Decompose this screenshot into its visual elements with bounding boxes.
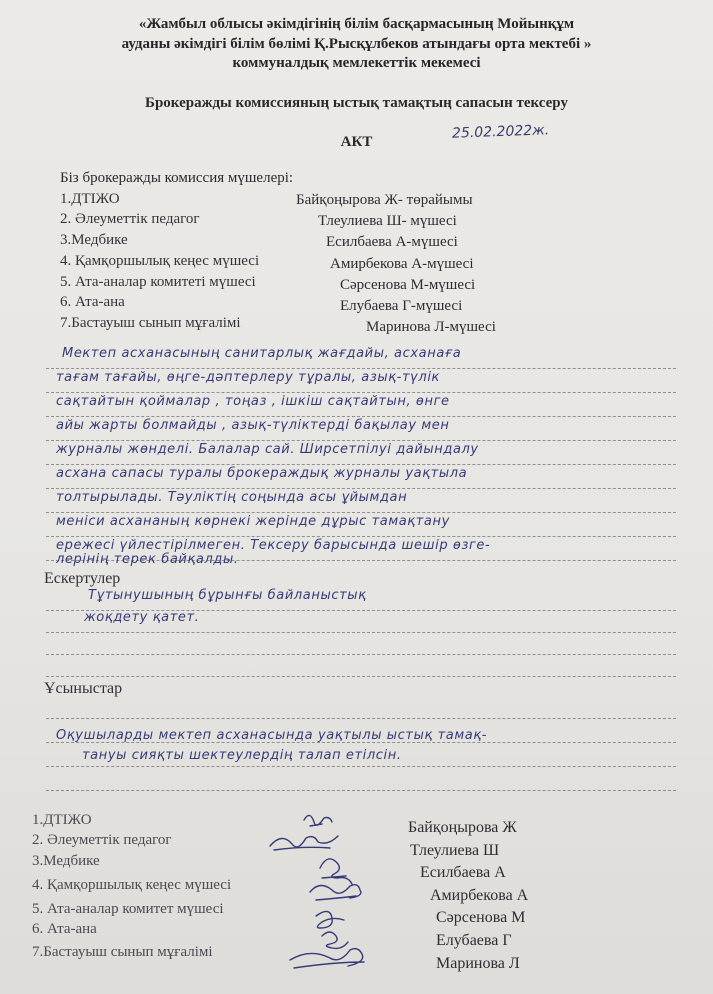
handwritten-line-4: айы жарты болмайды , азық-түліктерді бақылау мен bbox=[56, 418, 450, 433]
signature-mark-1 bbox=[304, 815, 332, 826]
signature-mark-3 bbox=[320, 859, 352, 884]
handwritten-line-3: сақтайтын қоймалар , тоңаз , ішкіш сақтайтын, өнге bbox=[56, 394, 450, 409]
member-name-1: Байқоңырова Ж- төрайымы bbox=[296, 192, 473, 208]
signature-scribbles bbox=[260, 806, 400, 982]
signature-name-2: Тлеулиева Ш bbox=[410, 842, 500, 859]
act-label: АКТ bbox=[340, 134, 373, 150]
signature-role-5: 5. Ата-аналар комитет мүшесі bbox=[32, 901, 224, 917]
signature-role-3: 3.Медбике bbox=[32, 853, 100, 869]
rule-line bbox=[46, 632, 676, 633]
member-role-2: 2. Әлеуметтік педагог bbox=[60, 211, 200, 227]
handwritten-line-10: лерінің терек байқалды. bbox=[56, 552, 239, 567]
signature-name-4: Амирбекова А bbox=[430, 887, 529, 904]
intro-text: Біз брокеражды комиссия мүшелері: bbox=[60, 170, 294, 186]
member-role-5: 5. Ата-аналар комитеті мүшесі bbox=[60, 274, 256, 290]
signature-name-6: Елубаева Г bbox=[436, 932, 512, 949]
remarks-label: Ескертулер bbox=[44, 570, 121, 587]
document-title: Брокеражды комиссияның ыстық тамақтың сапасын тексеру bbox=[145, 95, 568, 111]
member-role-3: 3.Медбике bbox=[60, 232, 128, 248]
signature-name-5: Сәрсенова М bbox=[436, 909, 526, 926]
rule-line bbox=[46, 676, 676, 677]
member-name-7: Маринова Л-мүшесі bbox=[366, 319, 496, 335]
signature-role-2: 2. Әлеуметтік педагог bbox=[32, 832, 172, 848]
handwritten-line-2: тағам тағайы, өңге-дәптерлеру тұралы, азық-түлік bbox=[56, 370, 440, 385]
rule-line bbox=[46, 790, 676, 791]
member-role-1: 1.ДТІЖО bbox=[60, 191, 120, 207]
remarks-handwritten-2: жоқдету қатет. bbox=[84, 610, 200, 625]
rule-line bbox=[46, 718, 676, 719]
handwritten-line-5: журналы жөнделі. Балалар сай. Ширсетпілуі дайындалу bbox=[56, 442, 479, 457]
rule-line bbox=[46, 766, 676, 767]
header-line-2: ауданы әкімдігі білім бөлімі Қ.Рысқұлбеков атындағы орта мектебі » bbox=[121, 36, 592, 52]
header-line-1: «Жамбыл облысы әкімдігінің білім басқармасының Мойынқұм bbox=[138, 16, 575, 32]
signature-role-1: 1.ДТІЖО bbox=[32, 812, 92, 828]
member-name-3: Есилбаева А-мүшесі bbox=[326, 234, 458, 250]
suggestions-handwritten-1: Оқушыларды мектеп асханасында уақтылы ыстық тамақ- bbox=[56, 728, 488, 743]
header-line-3: коммуналдық мемлекеттік мекемесі bbox=[232, 55, 481, 71]
rule-line bbox=[46, 368, 676, 369]
member-name-4: Амирбекова А-мүшесі bbox=[330, 256, 474, 272]
handwritten-line-8: меніси асхананың көрнекі жерінде дұрыс тамақтану bbox=[56, 514, 450, 529]
signature-mark-4 bbox=[310, 885, 361, 900]
member-name-5: Сәрсенова М-мүшесі bbox=[340, 277, 476, 293]
signature-mark-2 bbox=[270, 836, 338, 850]
signature-name-7: Маринова Л bbox=[436, 955, 520, 972]
signature-role-6: 6. Ата-ана bbox=[32, 921, 97, 937]
signature-mark-6 bbox=[322, 932, 348, 948]
signature-role-4: 4. Қамқоршылық кеңес мүшесі bbox=[32, 877, 232, 893]
rule-line bbox=[46, 654, 676, 655]
handwritten-line-1: Мектеп асханасының санитарлық жағдайы, асханаға bbox=[62, 346, 462, 361]
rule-line bbox=[46, 464, 676, 465]
signature-mark-5 bbox=[316, 911, 344, 928]
signature-name-3: Есилбаева А bbox=[420, 864, 506, 881]
member-name-2: Тлеулиева Ш- мүшесі bbox=[318, 213, 457, 229]
rule-line bbox=[46, 536, 676, 537]
rule-line bbox=[46, 512, 676, 513]
rule-line bbox=[46, 440, 676, 441]
member-role-4: 4. Қамқоршылық кеңес мүшесі bbox=[60, 253, 260, 269]
member-name-6: Елубаева Г-мүшесі bbox=[340, 298, 463, 314]
rule-line bbox=[46, 416, 676, 417]
remarks-handwritten-1: Тұтынушының бұрынғы байланыстық bbox=[88, 588, 367, 603]
signature-role-7: 7.Бастауыш сынып мұғалімі bbox=[32, 944, 213, 960]
rule-line bbox=[46, 488, 676, 489]
handwritten-line-6: асхана сапасы туралы брокераждық журналы уақтыла bbox=[56, 466, 468, 481]
handwritten-date: 25.02.2022ж. bbox=[451, 122, 550, 142]
handwritten-line-7: толтырылады. Тәуліктің соңында асы ұйымдан bbox=[56, 490, 408, 505]
rule-line bbox=[46, 392, 676, 393]
suggestions-handwritten-2: тануы сияқты шектеулердің талап етілсін. bbox=[82, 748, 402, 763]
member-role-7: 7.Бастауыш сынып мұғалімі bbox=[60, 315, 241, 331]
suggestions-label: Ұсыныстар bbox=[44, 680, 123, 697]
signature-name-1: Байқоңырова Ж bbox=[408, 819, 517, 836]
handwritten-line-9: ережесі үйлестірілмеген. Тексеру барысында шешір өзге- bbox=[56, 538, 491, 553]
signature-mark-7 bbox=[290, 949, 364, 968]
member-role-6: 6. Ата-ана bbox=[60, 294, 125, 310]
